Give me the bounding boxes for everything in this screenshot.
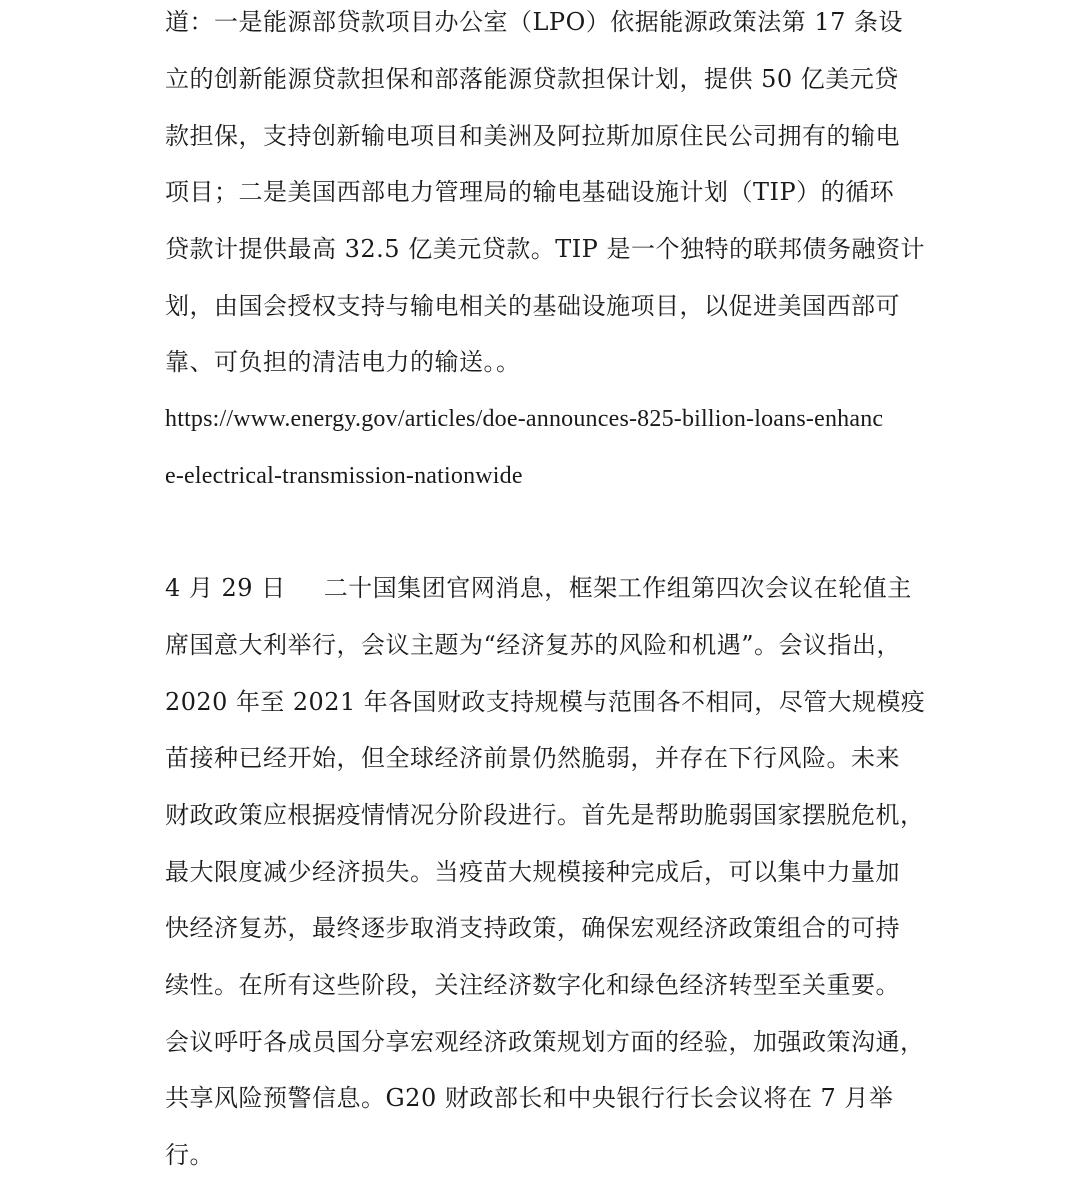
paragraph-line: 最大限度减少经济损失。当疫苗大规模接种完成后，可以集中力量加 — [165, 858, 900, 886]
paragraph-line-text: 二十国集团官网消息，框架工作组第四次会议在轮值主 — [323, 574, 912, 602]
paragraph-line: 2020 年至 2021 年各国财政支持规模与范围各不相同，尽管大规模疫 — [165, 688, 926, 716]
paragraph-line: 划，由国会授权支持与输电相关的基础设施项目，以促进美国西部可 — [165, 292, 900, 320]
paragraph-line: 快经济复苏，最终逐步取消支持政策，确保宏观经济政策组合的可持 — [165, 914, 900, 942]
paragraph-line: 道：一是能源部贷款项目办公室（LPO）依据能源政策法第 17 条设 — [165, 8, 904, 36]
source-url-line: e-electrical-transmission-nationwide — [165, 463, 523, 489]
paragraph-line: 共享风险预警信息。G20 财政部长和中央银行行长会议将在 7 月举 — [165, 1084, 894, 1112]
dated-paragraph-first-line — [165, 572, 925, 604]
paragraph-line: 立的创新能源贷款担保和部落能源贷款担保计划，提供 50 亿美元贷 — [165, 65, 899, 93]
paragraph-line: 席国意大利举行，会议主题为“经济复苏的风险和机遇”。会议指出， — [165, 631, 902, 659]
entry-date: 4 月 29 日 — [165, 574, 286, 602]
paragraph-line: 款担保，支持创新输电项目和美洲及阿拉斯加原住民公司拥有的输电 — [165, 122, 900, 150]
paragraph-line: 靠、可负担的清洁电力的输送。。 — [165, 348, 521, 376]
paragraph-line: 贷款计提供最高 32.5 亿美元贷款。TIP 是一个独特的联邦债务融资计 — [165, 235, 925, 263]
paragraph-line: 苗接种已经开始，但全球经济前景仍然脆弱，并存在下行风险。未来 — [165, 744, 900, 772]
paragraph-line: 财政政策应根据疫情情况分阶段进行。首先是帮助脆弱国家摆脱危机， — [165, 801, 925, 829]
paragraph-line: 项目；二是美国西部电力管理局的输电基础设施计划（TIP）的循环 — [165, 178, 895, 206]
paragraph-line: 行。 — [165, 1141, 214, 1169]
paragraph-line: 续性。在所有这些阶段，关注经济数字化和绿色经济转型至关重要。 — [165, 971, 900, 999]
paragraph-line: 会议呼吁各成员国分享宏观经济政策规划方面的经验，加强政策沟通， — [165, 1028, 925, 1056]
source-url-line: https://www.energy.gov/articles/doe-announces-825-billion-loans-enhanc — [165, 406, 884, 432]
